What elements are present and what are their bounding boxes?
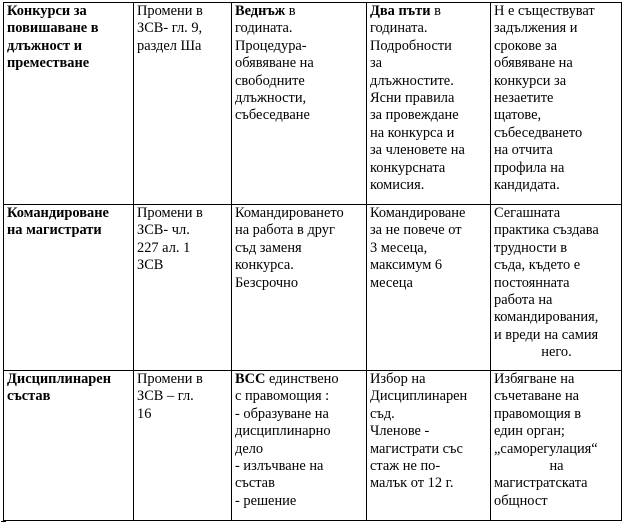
cell-text-line [494,20,619,37]
cell-text-line [7,205,131,222]
cell-text-line [370,371,488,388]
cell-text-line [7,371,131,388]
text: Подробности [370,37,452,54]
cell-text-line [370,458,488,475]
text: раздел Ша [137,37,202,54]
text: задължения и [494,20,578,37]
text: единствено [265,371,339,387]
text: обявяване на [494,55,573,72]
text: дисциплинарно [235,423,331,440]
cell-text-line [370,90,488,107]
text: за не повече от [370,222,462,239]
text: за провеждане [370,107,459,124]
text: трудности в [494,239,568,256]
comparison-table [3,2,622,521]
cell-text-line [370,55,488,72]
cell-text-line [7,3,131,20]
text: годината. [370,20,428,37]
text: и вреди на самия [494,326,599,343]
cell-text-line [235,441,364,458]
cell-text-line [137,20,229,37]
text: обявяване на [235,55,314,72]
text: конкурса. [235,257,294,274]
cell-text-line [137,3,229,20]
cell-text-line [7,388,131,405]
cell-text-line [7,222,131,239]
cell-text-line [370,423,488,440]
cell-text-line [235,240,364,257]
cell-text-line [494,327,619,344]
text: кандидата. [494,177,560,194]
once-per-year-cell [232,371,367,521]
cell-text-line [235,205,364,222]
legal-change-cell [134,371,232,521]
text: ЗСВ- гл. 9, [137,20,203,37]
cell-text-line [370,275,488,292]
cell-text-line [370,475,488,492]
text: комисия. [370,177,425,194]
cell-text-line [494,107,619,124]
text: Промени в [137,371,203,387]
bold-text: Конкурси за [7,3,87,19]
row-topic-cell [4,205,134,371]
cell-text-line [494,73,619,90]
row-topic-cell [4,3,134,205]
table-row [4,3,622,205]
text: на конкурса и [370,124,455,141]
cell-text-line [494,177,619,194]
cell-text-line [370,177,488,194]
text: месеца [370,274,413,291]
bold-text: ВСС [235,371,266,387]
cell-text-line [235,73,364,90]
text: конкурси за [494,72,567,89]
cell-text-line [235,257,364,274]
cell-text-line [370,107,488,124]
legal-change-cell [134,3,232,205]
text: Процедура- [235,37,307,54]
cell-text-line [235,38,364,55]
cell-text-line [494,55,619,72]
cell-text-line [137,38,229,55]
text: Ясни правила [370,90,455,107]
text: 16 [137,405,152,422]
cell-text-line [235,423,364,440]
twice-per-year-cell [367,3,491,205]
text: Членове - [370,423,430,440]
text: 3 месеца, [370,239,428,256]
text: стаж не по- [370,458,441,475]
cell-text-line [494,344,619,361]
cell-text-line [137,406,229,423]
legal-change-cell [134,205,232,371]
cell-text-line [7,20,131,37]
cell-text-line [137,240,229,257]
text: съд заменя [235,239,302,256]
notes-cell [491,371,622,521]
cell-text-line [370,38,488,55]
text: един орган; [494,423,565,440]
table-row [4,205,622,371]
text: Безсрочно [235,274,299,291]
text: общност [494,492,548,509]
once-per-year-cell [232,3,367,205]
cell-text-line [235,107,364,124]
text: Сегашната [494,205,561,221]
cell-text-line [137,222,229,239]
cell-text-line [370,205,488,222]
text: на отчита [494,142,553,159]
cell-text-line [137,371,229,388]
text: Избягване на [494,371,575,387]
cell-text-line [370,125,488,142]
bold-text: състав [7,388,51,405]
cell-text-line [494,292,619,309]
cell-text-line [235,275,364,292]
cell-text-line [370,222,488,239]
cell-text-line [494,90,619,107]
text: „саморегулация“ [494,440,598,457]
bold-text: преместване [7,55,90,72]
text: Командироването [235,205,344,221]
cell-text-line [370,3,488,20]
cell-text-line [235,406,364,423]
text: максимум 6 [370,257,443,274]
cell-text-line [370,240,488,257]
text: на работа в друг [235,222,335,239]
text: събеседването [494,124,583,141]
cell-text-line [235,475,364,492]
text: съчетаване на [494,388,580,405]
cell-text-line [370,142,488,159]
text: Промени в [137,3,203,19]
bold-text: длъжност и [7,37,83,54]
bold-text: Два пъти [370,3,431,19]
text: за членовете на [370,142,465,159]
cell-text-line [7,55,131,72]
cell-text-line [494,441,619,458]
text: незаетите [494,90,554,107]
bold-text: на магистрати [7,222,102,239]
cell-text-line [7,38,131,55]
bold-text: Дисциплинарен [7,371,111,387]
text: магистратската [494,475,588,492]
cell-text-line [494,240,619,257]
cell-text-line [494,125,619,142]
paragraph-mark [1,510,7,522]
text: ЗСВ – гл. [137,388,194,405]
cell-text-line [494,406,619,423]
cell-text-line [494,3,619,20]
text: длъжности, [235,90,307,107]
cell-text-line [494,493,619,510]
cell-text-line [235,90,364,107]
text: ЗСВ- чл. [137,222,190,239]
text: с правомощия : [235,388,330,405]
cell-text-line [494,423,619,440]
text: в [285,3,296,19]
cell-text-line [494,257,619,274]
cell-text-line [370,257,488,274]
once-per-year-cell [232,205,367,371]
cell-text-line [494,275,619,292]
text: Дисциплинарен [370,388,468,405]
cell-text-line [494,205,619,222]
cell-text-line [370,441,488,458]
cell-text-line [494,388,619,405]
text: правомощия в [494,405,581,422]
text: - излъчване на [235,458,324,475]
bold-text: Веднъж [235,3,286,19]
text: магистрати със [370,440,463,457]
notes-cell [491,205,622,371]
row-topic-cell [4,371,134,521]
cell-text-line [235,388,364,405]
cell-text-line [235,493,364,510]
text: него. [541,344,572,361]
cell-text-line [370,406,488,423]
bold-text: Командироване [7,205,109,221]
text: конкурсната [370,159,446,176]
text: на [549,458,564,475]
cell-text-line [370,388,488,405]
text: съд. [370,405,395,422]
text: Избор на [370,371,426,387]
twice-per-year-cell [367,371,491,521]
cell-text-line [235,55,364,72]
cell-text-line [137,205,229,222]
text: състав [235,475,275,492]
cell-text-line [235,371,364,388]
text: длъжностите. [370,72,454,89]
text: - образуване на [235,405,329,422]
cell-text-line [494,222,619,239]
cell-text-line [137,257,229,274]
cell-text-line [494,38,619,55]
cell-text-line [235,3,364,20]
text: профила на [494,159,565,176]
text: щатове, [494,107,542,124]
cell-text-line [137,388,229,405]
text: в [430,3,441,19]
cell-text-line [494,458,619,475]
cell-text-line [235,458,364,475]
text: свободните [235,72,305,89]
text: събеседване [235,107,310,124]
text: Командироване [370,205,466,221]
bold-text: повишаване в [7,20,99,37]
cell-text-line [235,20,364,37]
text: 227 ал. 1 [137,239,191,256]
text: годината. [235,20,293,37]
text: командирования, [494,309,599,326]
cell-text-line [494,371,619,388]
text: Н е съществуват [494,3,595,19]
text: за [370,55,383,72]
cell-text-line [494,142,619,159]
cell-text-line [494,160,619,177]
text: малък от 12 г. [370,475,454,492]
cell-text-line [235,222,364,239]
text: - решение [235,492,297,509]
cell-text-line [370,73,488,90]
cell-text-line [494,309,619,326]
text: съда, където е [494,257,581,274]
twice-per-year-cell [367,205,491,371]
cell-text-line [370,160,488,177]
text: постоянната [494,274,570,291]
text: работа на [494,292,553,309]
cell-text-line [370,20,488,37]
notes-cell [491,3,622,205]
text: срокове за [494,37,558,54]
table-row [4,371,622,521]
text: дело [235,440,264,457]
text: ЗСВ [137,257,164,274]
text: практика създава [494,222,599,239]
text: Промени в [137,205,203,221]
cell-text-line [494,475,619,492]
